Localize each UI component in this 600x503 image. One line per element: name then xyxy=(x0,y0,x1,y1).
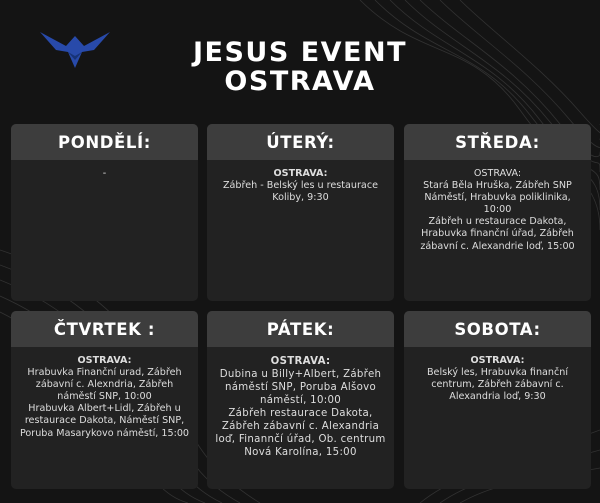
day-body-thursday xyxy=(11,347,198,440)
schedule-text: Zábřeh - Belský les u restaurace Koliby, 9:30 xyxy=(222,180,378,204)
day-body-tuesday xyxy=(207,160,394,204)
schedule-text-morning: Hrabuvka Finanční urad, Zábřeh zábavní c. Alexndria, Zábřeh náměstí SNP, 10:00 xyxy=(27,367,182,403)
city-label: OSTRAVA: xyxy=(473,168,522,179)
schedule-text: Belský les, Hrabuvka finanční centrum, Zábřeh zábavní c. Alexandria loď, 9:30 xyxy=(426,367,569,403)
day-body-monday xyxy=(11,160,198,180)
day-card-friday xyxy=(207,311,394,489)
day-header-tuesday: ÚTERÝ: xyxy=(207,124,394,160)
day-body-friday xyxy=(207,347,394,459)
event-title xyxy=(0,38,600,96)
schedule-text-morning: Stará Běla Hruška, Zábřeh SNP Náměstí, Hrabuvka poliklinika, 10:00 xyxy=(423,180,572,216)
day-card-thursday xyxy=(11,311,198,489)
city-label: OSTRAVA: xyxy=(470,355,525,366)
day-header-wednesday: STŘEDA: xyxy=(404,124,591,160)
day-body-saturday xyxy=(404,347,591,403)
schedule-text-afternoon: Zábřeh u restaurace Dakota, Hrabuvka finanční úřad, Zábřeh zábavní c. Alexandrie loď, 15:00 xyxy=(420,216,575,252)
day-card-tuesday xyxy=(207,124,394,301)
day-card-wednesday xyxy=(404,124,591,301)
title-line-1: JESUS EVENT xyxy=(192,37,407,68)
schedule-text-afternoon: Hrabuvka Albert+Lidl, Zábřeh u restaurace Dakota, Náměstí SNP, Poruba Masarykovo náměstí, 15:00 xyxy=(19,403,190,439)
day-card-monday xyxy=(11,124,198,301)
schedule-text-morning: Dubina u Billy+Albert, Zábřeh náměstí SNP, Poruba Alšovo náměstí, 10:00 xyxy=(219,369,382,406)
day-body-wednesday xyxy=(404,160,591,253)
city-label: OSTRAVA: xyxy=(270,356,331,367)
schedule-text: - xyxy=(102,168,107,179)
title-line-2: OSTRAVA xyxy=(224,66,376,97)
day-header-thursday: ČTVRTEK : xyxy=(11,311,198,347)
city-label: OSTRAVA: xyxy=(77,355,132,366)
day-header-monday: PONDĚLÍ: xyxy=(11,124,198,160)
schedule-text-afternoon: Zábřeh restaurace Dakota, Zábřeh zábavní c. Alexandria loď, Finannčí úřad, Ob. centrum Nová Karolína, 15:00 xyxy=(215,408,386,458)
day-header-saturday: SOBOTA: xyxy=(404,311,591,347)
day-header-friday: PÁTEK: xyxy=(207,311,394,347)
day-card-saturday xyxy=(404,311,591,489)
city-label: OSTRAVA: xyxy=(273,168,328,179)
